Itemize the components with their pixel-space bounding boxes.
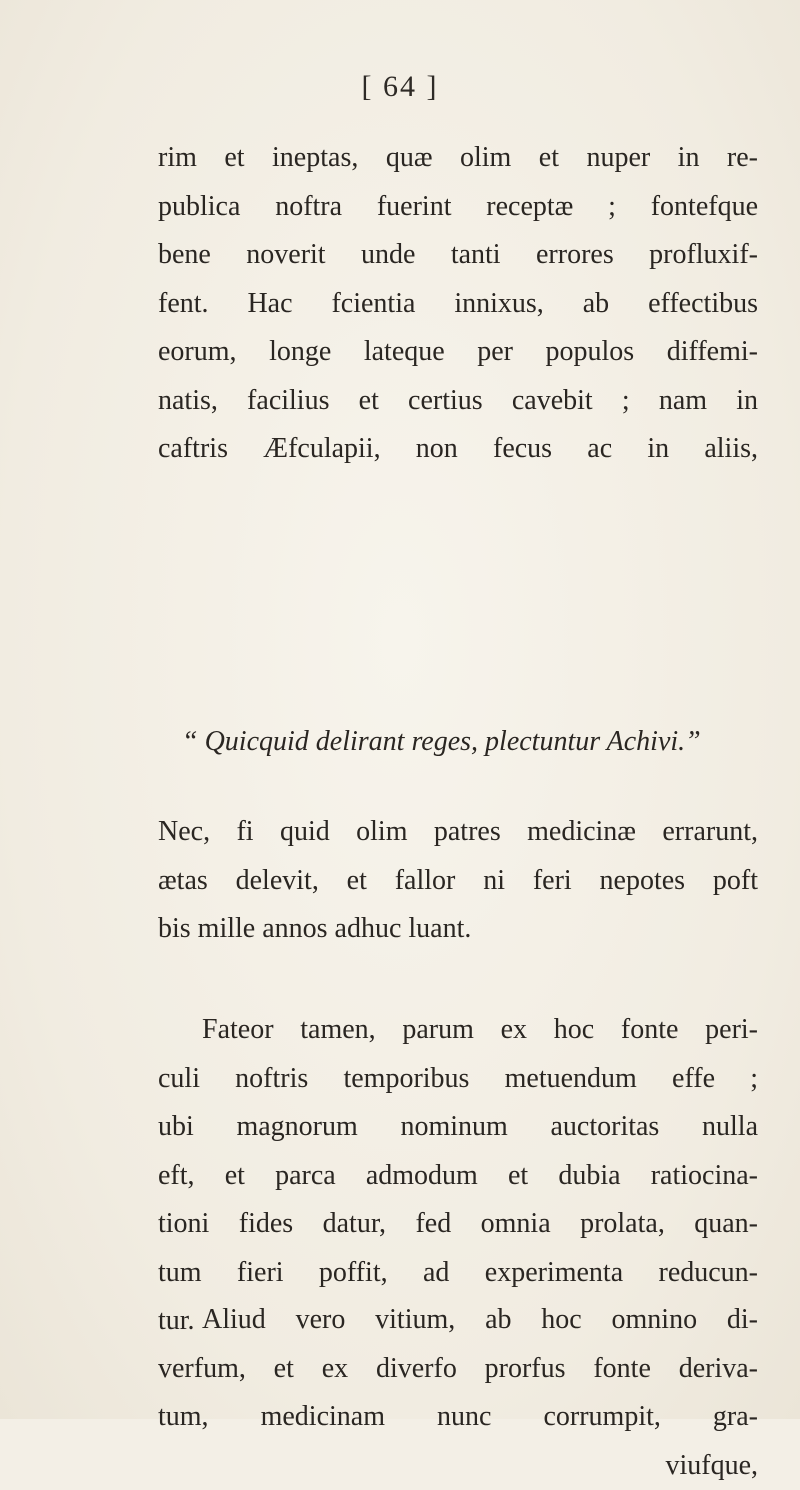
- text-line: tum, medicinam nunc corrumpit, gra-: [158, 1393, 758, 1442]
- text-line: ubi magnorum nominum auctoritas nulla: [158, 1103, 758, 1152]
- text-line: ætas delevit, et fallor ni feri nepotes poft: [158, 857, 758, 906]
- paragraph-4: [158, 1296, 758, 1490]
- text-line: rim et ineptas, quæ olim et nuper in re-: [158, 134, 758, 183]
- text-line: eft, et parca admodum et dubia ratiocina-: [158, 1152, 758, 1201]
- text-line: bis mille annos adhuc luant.: [158, 905, 758, 954]
- page-number: [ 64 ]: [0, 70, 800, 104]
- text-line: Fateor tamen, parum ex hoc fonte peri-: [158, 1006, 758, 1055]
- paragraph-2: [158, 808, 758, 954]
- text-line: bene noverit unde tanti errores profluxif-: [158, 231, 758, 280]
- text-line: culi noftris temporibus metuendum effe ;: [158, 1055, 758, 1104]
- text-line: Aliud vero vitium, ab hoc omnino di-: [158, 1296, 758, 1345]
- text-line: verfum, et ex diverfo prorfus fonte deriva-: [158, 1345, 758, 1394]
- paragraph-1: [158, 134, 758, 474]
- paragraph-3: [158, 1006, 758, 1346]
- text-line: fent. Hac fcientia innixus, ab effectibus: [158, 280, 758, 329]
- text-line: publica noftra fuerint receptæ ; fontefque: [158, 183, 758, 232]
- text-line: eorum, longe lateque per populos diffemi-: [158, 328, 758, 377]
- text-line: natis, facilius et certius cavebit ; nam in: [158, 377, 758, 426]
- text-line: tioni fides datur, fed omnia prolata, quan-: [158, 1200, 758, 1249]
- text-line: caftris Æfculapii, non fecus ac in aliis,: [158, 425, 758, 474]
- quotation: [158, 726, 758, 758]
- text-line: tum fieri poffit, ad experimenta reducun-: [158, 1249, 758, 1298]
- catchword: viufque,: [158, 1442, 758, 1490]
- text-line: tur.: [158, 1297, 758, 1346]
- quotation-text: “ Quicquid delirant reges, plectuntur Achivi.”: [158, 726, 701, 758]
- text-line: Nec, fi quid olim patres medicinæ errarunt,: [158, 808, 758, 857]
